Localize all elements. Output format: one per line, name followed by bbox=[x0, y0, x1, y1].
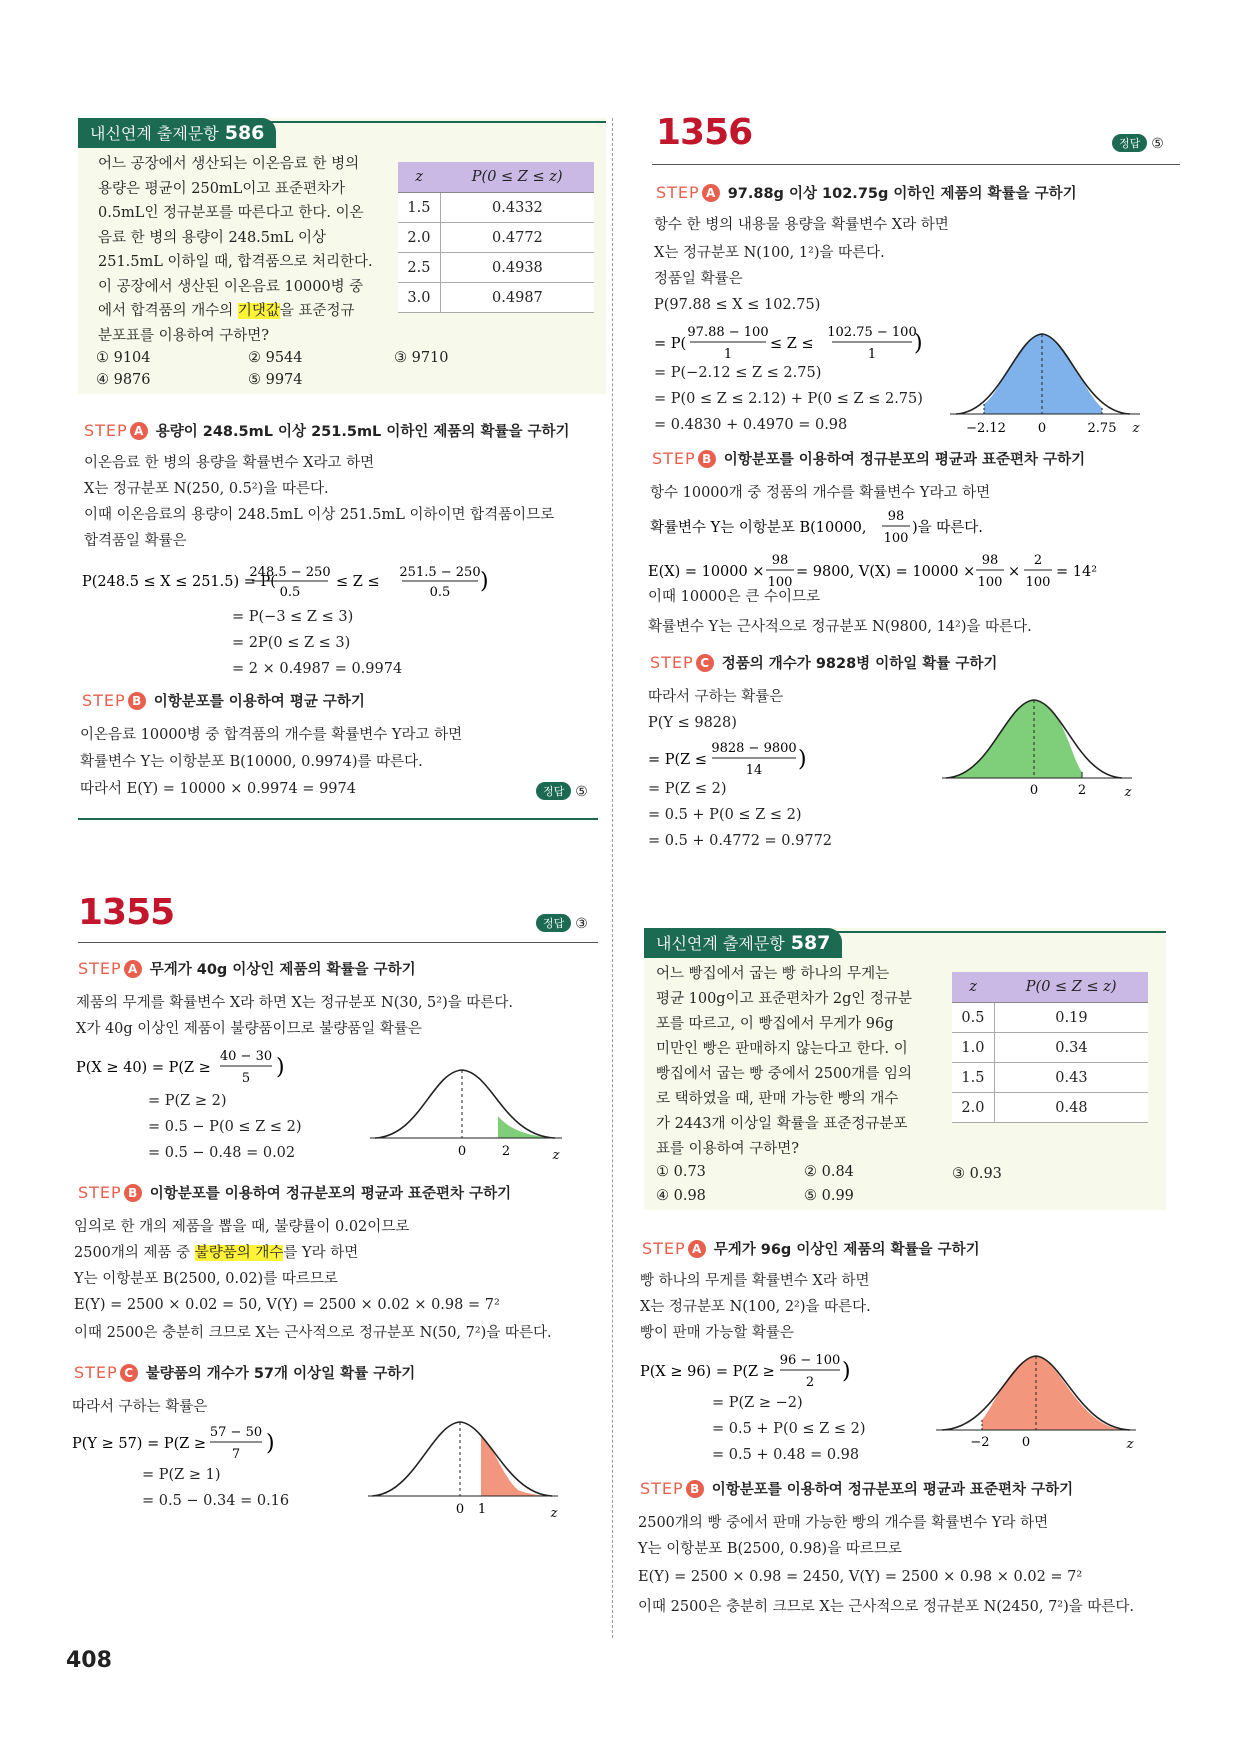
equation-1356-2 bbox=[648, 504, 1068, 548]
text-line: 제품의 무게를 확률변수 X라 하면 X는 정규분포 N(30, 5²)을 따른다. bbox=[76, 995, 513, 1011]
svg-text:2: 2 bbox=[805, 1375, 815, 1390]
text-line: 임의로 한 개의 제품을 뽑을 때, 불량률이 0.02이므로 bbox=[74, 1219, 410, 1235]
shaded-area bbox=[481, 1436, 550, 1496]
svg-text:): ) bbox=[276, 1055, 285, 1080]
axis-label: z bbox=[552, 1148, 560, 1163]
svg-text:57 − 50: 57 − 50 bbox=[209, 1425, 263, 1440]
text-line: Y는 이항분포 B(2500, 0.98)을 따르므로 bbox=[638, 1541, 902, 1557]
svg-text:96 − 100: 96 − 100 bbox=[779, 1353, 841, 1368]
axis-label: 0 bbox=[455, 1502, 465, 1517]
svg-text:≤ Z ≤: ≤ Z ≤ bbox=[336, 574, 380, 590]
svg-text:≤ Z ≤: ≤ Z ≤ bbox=[770, 336, 814, 352]
option-1: ① 9104 bbox=[96, 350, 151, 366]
text-line: 2500개의 빵 중에서 판매 가능한 빵의 개수를 확률변수 Y라 하면 bbox=[638, 1515, 1049, 1531]
page-number: 408 bbox=[66, 1648, 112, 1673]
normal-curve-graph-1355-a bbox=[370, 1062, 570, 1172]
svg-text:100: 100 bbox=[1025, 575, 1051, 590]
svg-text:): ) bbox=[914, 331, 923, 356]
axis-label: 0 bbox=[1037, 421, 1047, 436]
svg-text:= 9800, V(X) = 10000 ×: = 9800, V(X) = 10000 × bbox=[796, 564, 976, 580]
text-line: 정품일 확률은 bbox=[654, 271, 743, 287]
problem-number-1356: 1356 bbox=[656, 112, 753, 153]
text-line: 2500개의 제품 중 불량품의 개수를 Y라 하면 bbox=[74, 1245, 359, 1261]
problem-text-587: 어느 빵집에서 굽는 빵 하나의 무게는 평균 100g이고 표준편차가 2g인 정규분 포를 따르고, 이 빵집에서 무게가 96g 미만인 빵은 판매하지 않는다고 한다. 이 빵집에서 굽는 빵 중에서 2500개를 임의 로 택하였을 때, 판매 가능한 빵의 개수 가 2443개 이상일 확률을 표준정규분포 표를 이용하여 구하면? bbox=[656, 966, 913, 1157]
text-line: X는 정규분포 N(100, 2²)을 따른다. bbox=[640, 1299, 871, 1315]
svg-text:248.5 − 250: 248.5 − 250 bbox=[249, 565, 331, 580]
svg-text:251.5 − 250: 251.5 − 250 bbox=[399, 565, 481, 580]
shaded-area bbox=[946, 700, 1082, 778]
svg-text:E(X) = 10000 ×: E(X) = 10000 × bbox=[648, 564, 765, 580]
equation-line: = P(Z ≥ 1) bbox=[142, 1467, 221, 1483]
step-b-586: STEP B 이항분포를 이용하여 평균 구하기 bbox=[82, 691, 365, 710]
text-line: 확률변수 Y는 이항분포 B(10000, 0.9974)를 따른다. bbox=[80, 754, 423, 770]
step-a-586: STEP A 용량이 248.5mL 이상 251.5mL 이하인 제품의 확률을 구하기 bbox=[84, 421, 570, 440]
axis-label: 2.75 bbox=[1087, 421, 1117, 436]
option-5: ⑤ 0.99 bbox=[804, 1188, 854, 1204]
text-line: Y는 이항분포 B(2500, 0.02)를 따르므로 bbox=[74, 1271, 338, 1287]
svg-text:97.88 − 100: 97.88 − 100 bbox=[687, 325, 769, 340]
svg-text:100: 100 bbox=[977, 575, 1003, 590]
svg-text:98: 98 bbox=[771, 553, 789, 568]
axis-label: −2 bbox=[970, 1435, 990, 1450]
box-tag-586: 내신연계 출제문항 586 bbox=[78, 118, 276, 148]
axis-label: 0 bbox=[1021, 1435, 1031, 1450]
axis-label: 0 bbox=[1029, 783, 1039, 798]
text-line: X는 정규분포 N(250, 0.5²)을 따른다. bbox=[84, 481, 329, 497]
option-5: ⑤ 9974 bbox=[248, 372, 303, 388]
equation-1356-1 bbox=[652, 318, 942, 364]
text-line: 이때 2500은 충분히 크므로 X는 근사적으로 정규분포 N(2450, 7²)을 따른다. bbox=[638, 1599, 1135, 1615]
option-2: ② 0.84 bbox=[804, 1164, 854, 1180]
equation-line: = 0.5 + 0.4772 = 0.9772 bbox=[648, 833, 833, 849]
axis-label: 2 bbox=[501, 1144, 511, 1159]
equation-1355-1 bbox=[74, 1042, 314, 1088]
svg-text:P(248.5 ≤ X ≤ 251.5) = P(: P(248.5 ≤ X ≤ 251.5) = P( bbox=[82, 574, 276, 590]
z-table-586: z P(0 ≤ Z ≤ z) 1.5 0.4332 2.0 0.4772 2.5 0.4938 3.0 0.4987 bbox=[398, 162, 594, 313]
svg-text:7: 7 bbox=[231, 1447, 241, 1462]
svg-text:0.5: 0.5 bbox=[279, 585, 301, 600]
text-line: 항수 10000개 중 정품의 개수를 확률변수 Y라고 하면 bbox=[650, 485, 991, 501]
step-b-587: STEP B 이항분포를 이용하여 정규분포의 평균과 표준편차 구하기 bbox=[640, 1479, 1074, 1498]
problem-box-586 bbox=[78, 118, 606, 394]
answer-1356: 정답 ⑤ bbox=[1112, 134, 1164, 152]
svg-text:확률변수 Y는 이항분포 B(10000,: 확률변수 Y는 이항분포 B(10000, bbox=[650, 520, 867, 536]
highlight-expected-value: 기댓값 bbox=[237, 303, 280, 319]
column-divider bbox=[612, 118, 613, 1638]
svg-text:): ) bbox=[266, 1431, 275, 1456]
svg-text:= P(: = P( bbox=[654, 336, 687, 352]
equation-line: = P(−3 ≤ Z ≤ 3) bbox=[232, 609, 354, 625]
text-line: 이온음료 10000병 중 합격품의 개수를 확률변수 Y라고 하면 bbox=[80, 727, 463, 743]
svg-text:P(X ≥ 96) = P(Z ≥: P(X ≥ 96) = P(Z ≥ bbox=[640, 1364, 775, 1380]
problem-box-587 bbox=[644, 928, 1166, 1210]
svg-text:P(X ≥ 40) = P(Z ≥: P(X ≥ 40) = P(Z ≥ bbox=[76, 1060, 211, 1076]
option-3: ③ 0.93 bbox=[952, 1166, 1002, 1182]
equation-line: = 0.4830 + 0.4970 = 0.98 bbox=[654, 417, 848, 433]
shaded-area bbox=[984, 334, 1102, 414]
problem-number-1355: 1355 bbox=[78, 892, 175, 933]
normal-curve-graph-587-a bbox=[936, 1350, 1156, 1456]
equation-line: = P(−2.12 ≤ Z ≤ 2.75) bbox=[654, 365, 822, 381]
axis-label: 0 bbox=[457, 1144, 467, 1159]
option-4: ④ 0.98 bbox=[656, 1188, 706, 1204]
svg-text:9828 − 9800: 9828 − 9800 bbox=[711, 741, 797, 756]
step-c-1355: STEP C 불량품의 개수가 57개 이상일 확률 구하기 bbox=[74, 1363, 416, 1382]
svg-text:100: 100 bbox=[883, 531, 909, 546]
svg-text:): ) bbox=[480, 569, 489, 594]
text-line: X가 40g 이상인 제품이 불량품이므로 불량품일 확률은 bbox=[76, 1021, 422, 1037]
svg-text:2: 2 bbox=[1033, 553, 1043, 568]
svg-text:): ) bbox=[842, 1359, 851, 1384]
equation-line: = 0.5 − P(0 ≤ Z ≤ 2) bbox=[148, 1119, 302, 1135]
equation-line: = 0.5 − 0.34 = 0.16 bbox=[142, 1493, 290, 1509]
svg-text:= 14²: = 14² bbox=[1056, 564, 1098, 580]
svg-text:100: 100 bbox=[767, 575, 793, 590]
svg-text:102.75 − 100: 102.75 − 100 bbox=[827, 325, 917, 340]
text-line: 확률변수 Y는 근사적으로 정규분포 N(9800, 14²)을 따른다. bbox=[648, 619, 1032, 635]
normal-curve-graph-1355-c bbox=[368, 1414, 568, 1526]
text-line: 빵 하나의 무게를 확률변수 X라 하면 bbox=[640, 1273, 870, 1289]
step-a-587: STEP A 무게가 96g 이상인 제품의 확률을 구하기 bbox=[642, 1239, 980, 1258]
text-line: 이때 10000은 큰 수이므로 bbox=[648, 589, 821, 605]
text-line: E(Y) = 2500 × 0.02 = 50, V(Y) = 2500 × 0.02 × 0.98 = 7² bbox=[74, 1297, 500, 1313]
svg-text:P(Y ≥ 57) = P(Z ≥: P(Y ≥ 57) = P(Z ≥ bbox=[72, 1436, 207, 1452]
axis-label: −2.12 bbox=[966, 421, 1006, 436]
divider bbox=[78, 942, 598, 943]
svg-text:)을 따른다.: )을 따른다. bbox=[912, 520, 983, 536]
equation-line: = 2 × 0.4987 = 0.9974 bbox=[232, 661, 403, 677]
svg-text:): ) bbox=[798, 747, 807, 772]
highlight-defect-count: 불량품의 개수 bbox=[194, 1245, 284, 1261]
svg-text:98: 98 bbox=[981, 553, 999, 568]
svg-text:5: 5 bbox=[241, 1071, 251, 1086]
axis-label: z bbox=[1126, 1437, 1134, 1452]
axis-label: z bbox=[550, 1506, 558, 1521]
option-3: ③ 9710 bbox=[394, 350, 449, 366]
text-line: X는 정규분포 N(100, 1²)을 따른다. bbox=[654, 245, 885, 261]
text-line: E(Y) = 2500 × 0.98 = 2450, V(Y) = 2500 × 0.98 × 0.02 = 7² bbox=[638, 1569, 1083, 1585]
svg-text:14: 14 bbox=[745, 763, 763, 778]
answer-586: 정답 ⑤ bbox=[536, 782, 588, 800]
text-line: 따라서 구하는 확률은 bbox=[648, 689, 784, 705]
bell-curve bbox=[375, 1070, 555, 1138]
text-line: 합격품일 확률은 bbox=[84, 533, 187, 549]
equation-1355-2 bbox=[70, 1418, 310, 1464]
divider bbox=[652, 164, 1180, 165]
normal-curve-graph-1356-c bbox=[942, 694, 1152, 804]
equation-line: = 0.5 + P(0 ≤ Z ≤ 2) bbox=[648, 807, 802, 823]
equation-586-1 bbox=[80, 558, 520, 604]
equation-587-1 bbox=[638, 1346, 878, 1392]
svg-text:40 − 30: 40 − 30 bbox=[219, 1049, 273, 1064]
box-tag-587: 내신연계 출제문항 587 bbox=[644, 928, 842, 958]
text-line: 따라서 구하는 확률은 bbox=[72, 1399, 208, 1415]
equation-line: = P(0 ≤ Z ≤ 2.12) + P(0 ≤ Z ≤ 2.75) bbox=[654, 391, 923, 407]
step-b-1356: STEP B 이항분포를 이용하여 정규분포의 평균과 표준편차 구하기 bbox=[652, 449, 1086, 468]
equation-line: = P(Z ≥ 2) bbox=[148, 1093, 227, 1109]
equation-line: = P(Z ≤ 2) bbox=[648, 781, 727, 797]
step-b-1355: STEP B 이항분포를 이용하여 정규분포의 평균과 표준편차 구하기 bbox=[78, 1183, 512, 1202]
z-table-587: z P(0 ≤ Z ≤ z) 0.5 0.19 1.0 0.34 1.5 0.43 2.0 0.48 bbox=[952, 972, 1148, 1123]
text-line: 빵이 판매 가능할 확률은 bbox=[640, 1325, 794, 1341]
text-line: 따라서 E(Y) = 10000 × 0.9974 = 9974 bbox=[80, 781, 356, 797]
text-line: P(Y ≤ 9828) bbox=[648, 715, 737, 731]
equation-line: = 2P(0 ≤ Z ≤ 3) bbox=[232, 635, 351, 651]
bell-curve bbox=[372, 1422, 552, 1496]
text-line: 이때 이온음료의 용량이 248.5mL 이상 251.5mL 이하이면 합격품이므로 bbox=[84, 507, 555, 523]
normal-curve-graph-1356-a bbox=[950, 326, 1160, 444]
step-a-1355: STEP A 무게가 40g 이상인 제품의 확률을 구하기 bbox=[78, 959, 416, 978]
divider bbox=[78, 818, 598, 820]
option-4: ④ 9876 bbox=[96, 372, 151, 388]
equation-line: = 0.5 + 0.48 = 0.98 bbox=[712, 1447, 860, 1463]
svg-text:1: 1 bbox=[867, 347, 877, 362]
text-line: 이때 2500은 충분히 크므로 X는 근사적으로 정규분포 N(50, 7²)을 따른다. bbox=[74, 1325, 552, 1341]
step-a-1356: STEP A 97.88g 이상 102.75g 이하인 제품의 확률을 구하기 bbox=[656, 183, 1077, 202]
svg-text:0.5: 0.5 bbox=[429, 585, 451, 600]
text-line: 항수 한 병의 내용물 용량을 확률변수 X라 하면 bbox=[654, 217, 949, 233]
equation-1356-4 bbox=[646, 734, 906, 780]
option-2: ② 9544 bbox=[248, 350, 303, 366]
svg-text:1: 1 bbox=[723, 347, 733, 362]
axis-label: 2 bbox=[1077, 783, 1087, 798]
svg-text:98: 98 bbox=[887, 509, 905, 524]
axis-label: z bbox=[1124, 785, 1132, 800]
step-c-1356: STEP C 정품의 개수가 9828병 이하일 확률 구하기 bbox=[650, 653, 998, 672]
equation-line: = 0.5 + P(0 ≤ Z ≤ 2) bbox=[712, 1421, 866, 1437]
text-line: 이온음료 한 병의 용량을 확률변수 X라고 하면 bbox=[84, 455, 375, 471]
option-1: ① 0.73 bbox=[656, 1164, 706, 1180]
svg-text:= P(Z ≤: = P(Z ≤ bbox=[648, 752, 708, 768]
text-line: P(97.88 ≤ X ≤ 102.75) bbox=[654, 297, 821, 313]
equation-line: = P(Z ≥ −2) bbox=[712, 1395, 803, 1411]
axis-label: 1 bbox=[477, 1502, 487, 1517]
equation-line: = 0.5 − 0.48 = 0.02 bbox=[148, 1145, 296, 1161]
answer-1355: 정답 ③ bbox=[536, 914, 588, 932]
svg-text:×: × bbox=[1008, 564, 1021, 580]
axis-label: z bbox=[1132, 421, 1140, 436]
problem-text-586: 어느 공장에서 생산되는 이온음료 한 병의 용량은 평균이 250mL이고 표준편차가 0.5mL인 정규분포를 따른다고 한다. 이온 음료 한 병의 용량이 248.5mL 이상 251.5mL 이하일 때, 합격품으로 처리한다. 이 공장에서 생산된 이온음료 10000병 중 에서 합격품의 개수의 기댓값을 표준정규 분포표를 이용하여 구하면? bbox=[98, 156, 373, 344]
